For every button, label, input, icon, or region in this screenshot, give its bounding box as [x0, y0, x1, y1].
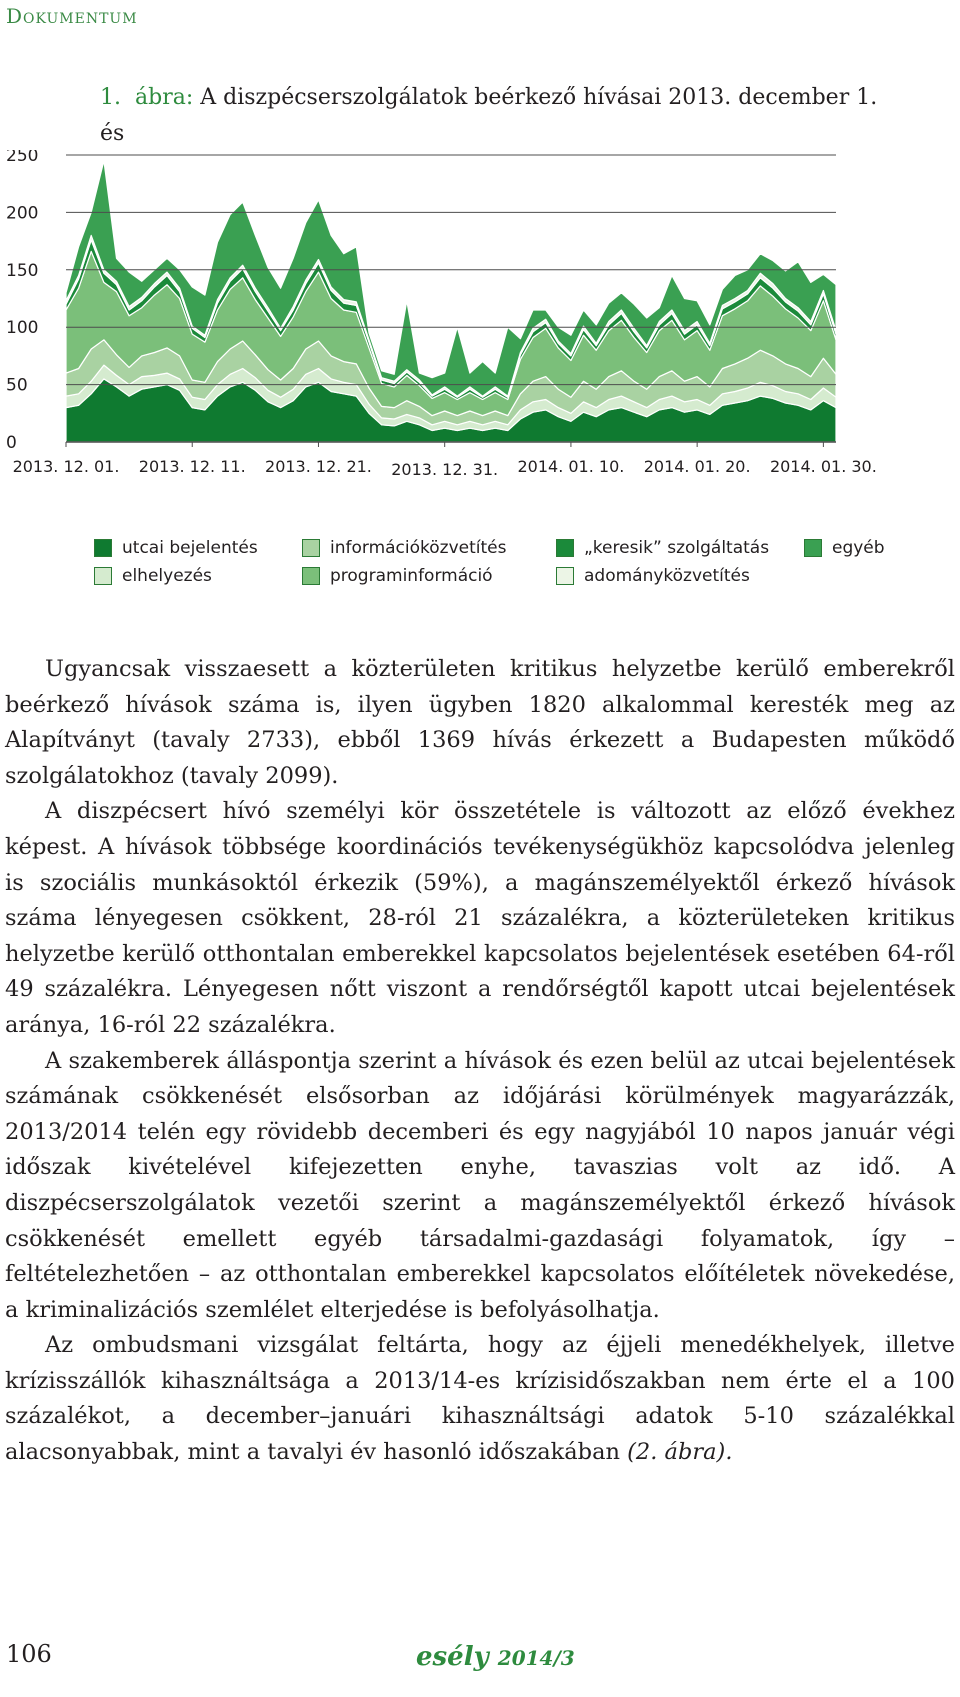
paragraph-text: Az ombudsmani vizsgálat feltárta, hogy az éjjeli menedékhelyek, illetve krízisszállók kihasználtsága a 2013/14-es krízisidőszakban nem érte el a 100 százalékot, a december–januári kihasználtsági adatok 5-10 százalékkal alacsonyabbak, mint a tavalyi év hasonló időszakában: [5, 1332, 955, 1466]
legend-item-keresik: [556, 538, 769, 558]
legend-label: egyéb: [832, 538, 885, 558]
section-header: Dokumentum: [6, 4, 138, 28]
x-tick-label: 2013. 12. 31.: [391, 460, 499, 479]
caption-line-1: A diszpécserszolgálatok beérkező hívásai 2013. december 1. és: [100, 85, 878, 146]
legend-swatch: [556, 539, 574, 557]
legend-swatch: [302, 539, 320, 557]
y-tick-label: 150: [6, 260, 39, 281]
y-tick-label: 50: [6, 375, 28, 396]
paragraph: A diszpécsert hívó személyi kör összetétele is változott az előző évekhez képest. A hívások többsége koordinációs tevékenységükhöz kapcsolódva jelenleg is szociális munkásoktól érkezik (59%), a magánszemélyektől érkező hívások száma lényegesen csökkent, 28-ról 21 százalékra, a közterületeken kritikus helyzetbe kerülő otthontalan emberekkel kapcsolatos bejelentések esetében 64-ről 49 százalékra. Lényegesen nőtt viszont a rendőrségtől kapott utcai bejelentések aránya, 16-ról 22 százalékra.: [5, 798, 955, 1038]
legend-swatch: [556, 567, 574, 585]
stacked-area-chart: [0, 150, 960, 520]
legend-item-egyeb: [804, 538, 885, 558]
y-tick-label: 100: [6, 318, 39, 339]
legend-label: adományközvetítés: [584, 566, 750, 586]
legend-label: utcai bejelentés: [122, 538, 258, 558]
legend-swatch: [804, 539, 822, 557]
x-tick-label: 2014. 01. 20.: [643, 457, 751, 476]
chart-svg: [0, 150, 960, 520]
legend-item-elhelyezes: [94, 566, 212, 586]
legend-label: információközvetítés: [330, 538, 507, 558]
legend-label: elhelyezés: [122, 566, 212, 586]
journal-title: esély: [416, 1642, 489, 1672]
legend-item-informacio: [302, 538, 506, 558]
legend-item-program: [302, 566, 493, 586]
body-text: [5, 652, 955, 1471]
paragraph: A szakemberek álláspontja szerint a hívások és ezen belül az utcai bejelentések számának csökkenését elsősorban az időjárási körülmények magyarázzák, 2013/2014 telén egy rövidebb decemberi és egy nagyjából 10 napos január végi időszak kivételével kifejezetten enyhe, tavaszias volt az idő. A diszpécserszolgálatok vezetői szerint a magánszemélyektől érkező hívások csökkenését emellett egyéb társadalmi-gazdasági folyamatok, így – feltételezhetően – az otthontalan emberekkel kapcsolatos előítéletek növekedése, a kriminalizációs szemlélet elterjedése is befolyásolhatja.: [5, 1047, 955, 1323]
legend-swatch: [94, 567, 112, 585]
journal-name: [416, 1642, 575, 1672]
paragraph: Ugyancsak visszaesett a közterületen kritikus helyzetbe kerülő emberekről beérkező hívások száma is, ilyen ügyben 1820 alkalommal keresték meg az Alapítványt (tavaly 2733), ebből 1369 hívás érkezett a Budapesten működő szolgálatokhoz (tavaly 2099).: [5, 656, 955, 789]
y-tick-label: 0: [6, 433, 17, 453]
x-tick-label: 2013. 12. 21.: [265, 457, 372, 476]
legend-swatch: [302, 567, 320, 585]
legend-item-adomany: [556, 566, 750, 586]
figure-reference: (2. ábra).: [627, 1439, 733, 1466]
legend-swatch: [94, 539, 112, 557]
y-tick-label: 200: [6, 203, 39, 224]
legend-label: „keresik” szolgáltatás: [584, 538, 770, 558]
x-tick-label: 2013. 12. 01.: [12, 457, 120, 476]
legend-item-utcai: [94, 538, 258, 558]
chart-legend: [0, 538, 960, 598]
page-number: 106: [6, 1640, 52, 1668]
legend-label: programinformáció: [330, 566, 493, 586]
paragraph: [5, 1328, 955, 1470]
x-tick-label: 2014. 01. 30.: [769, 457, 877, 476]
x-tick-label: 2013. 12. 11.: [138, 457, 246, 476]
y-tick-label: 250: [6, 150, 39, 166]
figure-label: ábra:: [135, 85, 194, 110]
x-tick-label: 2014. 01. 10.: [517, 457, 625, 476]
figure-number: 1.: [100, 85, 121, 110]
journal-volume: 2014/3: [497, 1646, 575, 1670]
